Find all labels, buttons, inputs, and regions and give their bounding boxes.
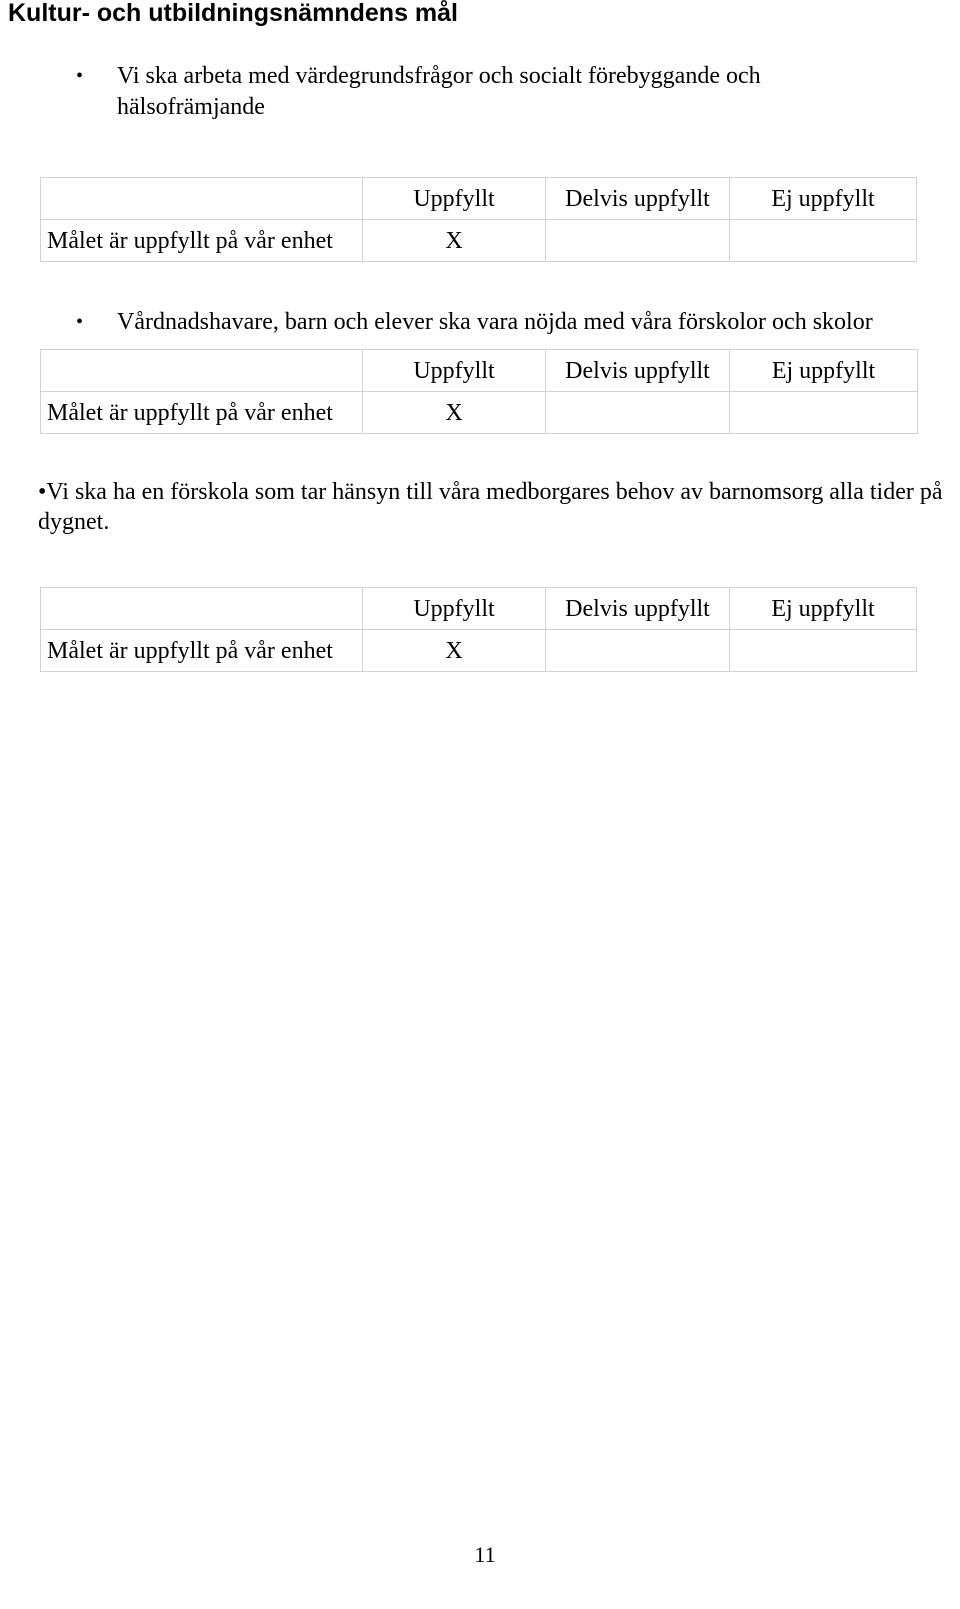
header-uppfyllt: Uppfyllt (363, 350, 546, 392)
goal-text-2: Vårdnadshavare, barn och elever ska vara nöjda med våra förskolor och skolor (117, 309, 873, 335)
header-ej-uppfyllt: Ej uppfyllt (730, 178, 917, 220)
header-empty-cell (41, 178, 363, 220)
page-number: 11 (474, 1542, 496, 1567)
assessment-header-row (41, 588, 917, 630)
goal-text-1-line2: hälsofrämjande (117, 94, 265, 120)
cell-ej-uppfyllt (730, 220, 917, 262)
row-label: Målet är uppfyllt på vår enhet (41, 392, 363, 434)
goal-text-3: •Vi ska ha en förskola som tar hänsyn till våra medborgares behov av barnomsorg alla tider på dygnet. (38, 479, 943, 535)
cell-ej-uppfyllt (730, 630, 917, 672)
row-label: Målet är uppfyllt på vår enhet (41, 630, 363, 672)
assessment-header-row (41, 350, 918, 392)
header-delvis-uppfyllt: Delvis uppfyllt (546, 178, 730, 220)
assessment-row (41, 630, 917, 672)
header-uppfyllt: Uppfyllt (363, 178, 546, 220)
cell-delvis-uppfyllt (546, 630, 730, 672)
header-ej-uppfyllt: Ej uppfyllt (730, 350, 918, 392)
assessment-table-2 (40, 349, 918, 434)
assessment-table-1 (40, 177, 917, 262)
cell-uppfyllt: X (363, 220, 546, 262)
cell-uppfyllt: X (363, 630, 546, 672)
header-empty-cell (41, 588, 363, 630)
cell-delvis-uppfyllt (546, 392, 730, 434)
cell-uppfyllt: X (363, 392, 546, 434)
header-uppfyllt: Uppfyllt (363, 588, 546, 630)
header-delvis-uppfyllt: Delvis uppfyllt (546, 350, 730, 392)
header-ej-uppfyllt: Ej uppfyllt (730, 588, 917, 630)
page-heading: Kultur- och utbildningsnämndens mål (8, 0, 458, 27)
bullet-icon: • (76, 65, 84, 87)
assessment-header-row (41, 178, 917, 220)
assessment-table-3 (40, 587, 917, 672)
header-delvis-uppfyllt: Delvis uppfyllt (546, 588, 730, 630)
assessment-row (41, 220, 917, 262)
header-empty-cell (41, 350, 363, 392)
goal-text-1-line1: Vi ska arbeta med värdegrundsfrågor och socialt förebyggande och (117, 63, 761, 89)
cell-delvis-uppfyllt (546, 220, 730, 262)
row-label: Målet är uppfyllt på vår enhet (41, 220, 363, 262)
assessment-row (41, 392, 918, 434)
bullet-icon: • (76, 311, 84, 333)
cell-ej-uppfyllt (730, 392, 918, 434)
